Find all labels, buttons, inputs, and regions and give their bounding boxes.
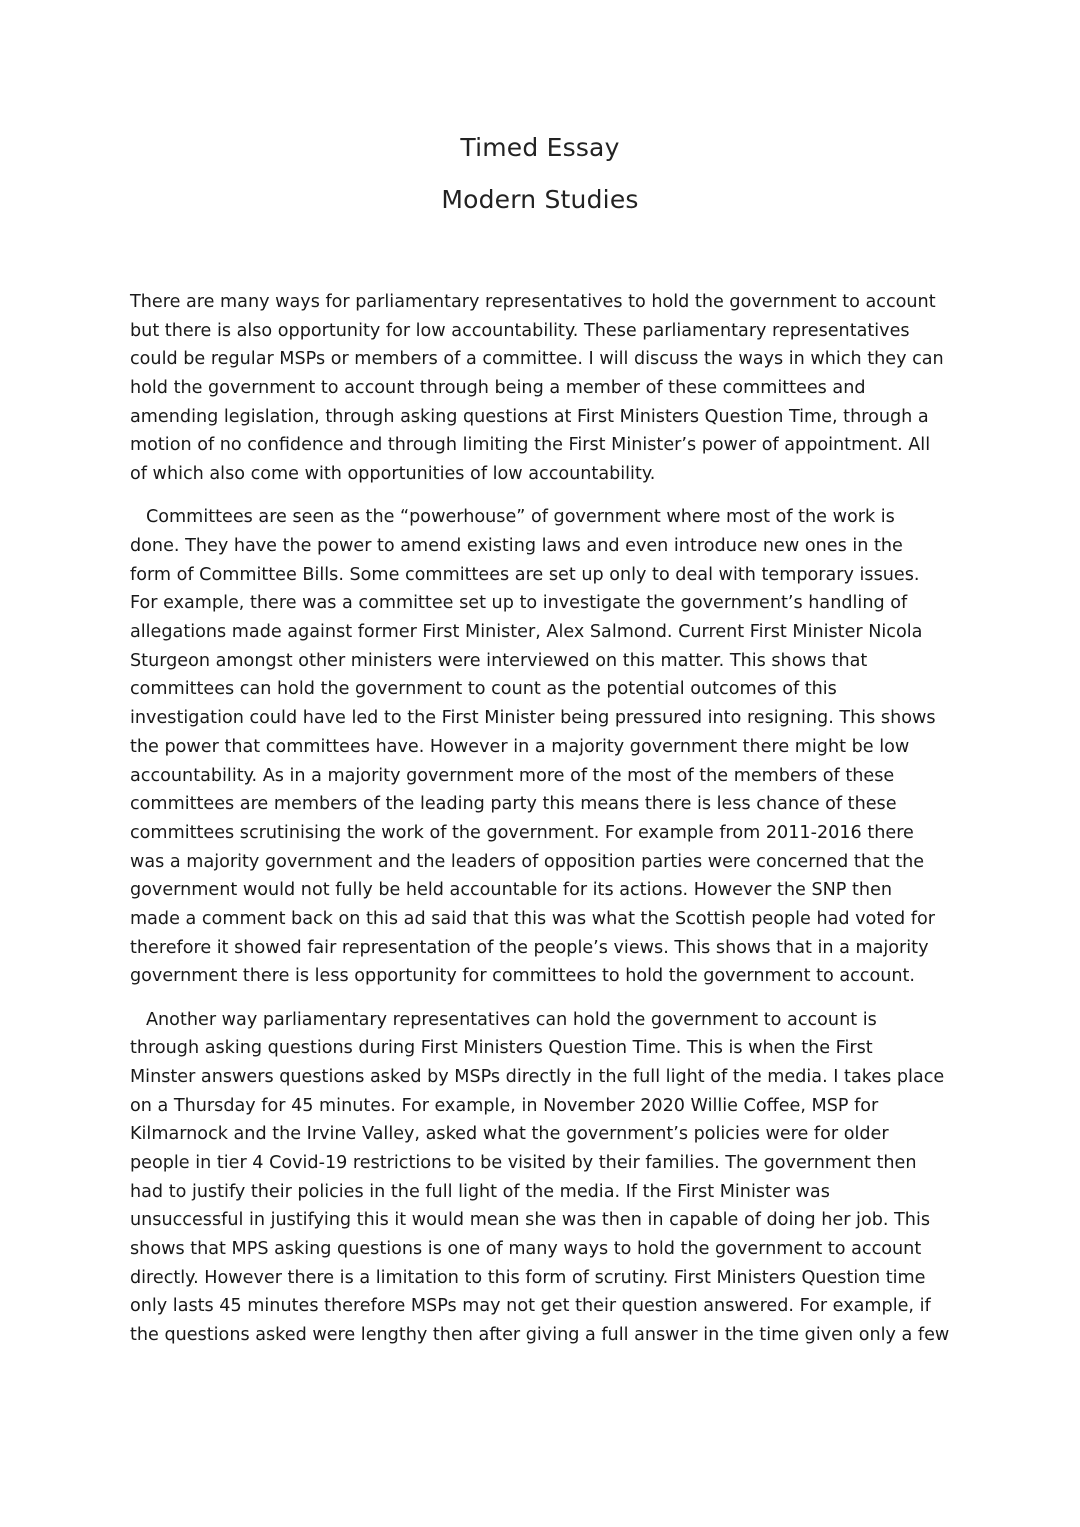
text-line: investigation could have led to the First Minister being pressured into resigning. This shows xyxy=(130,708,936,729)
text-line: was a majority government and the leaders of opposition parties were concerned that the xyxy=(130,851,925,872)
text-line: committees scrutinising the work of the government. For example from 2011-2016 there xyxy=(130,822,914,843)
text-line: the power that committees have. However in a majority government there might be low xyxy=(130,736,910,757)
text-line: government would not fully be held accountable for its actions. However the SNP then xyxy=(130,880,893,901)
text-line: There are many ways for parliamentary representatives to hold the government to account xyxy=(130,292,936,312)
text-line: could be regular MSPs or members of a committee. I will discuss the ways in which they can xyxy=(130,349,944,370)
text-line: only lasts 45 minutes therefore MSPs may not get their question answered. For example, if xyxy=(130,1296,931,1317)
text-line: the questions asked were lengthy then after giving a full answer in the time given only a few xyxy=(130,1325,950,1346)
text-line: done. They have the power to amend existing laws and even introduce new ones in the xyxy=(130,536,903,556)
text-line: accountability. As in a majority government more of the most of the members of these xyxy=(130,765,895,786)
paragraph-committees xyxy=(130,503,950,991)
text-line: people in tier 4 Covid-19 restrictions to be visited by their families. The government then xyxy=(130,1152,917,1173)
text-line: Sturgeon amongst other ministers were interviewed on this matter. This shows that xyxy=(130,650,868,671)
text-line: motion of no confidence and through limiting the First Minister’s power of appointment. All xyxy=(130,435,931,456)
text-line: of which also come with opportunities of low accountability. xyxy=(130,464,656,485)
text-line: Minster answers questions asked by MSPs directly in the full light of the media. I takes place xyxy=(130,1066,945,1087)
text-line: committees are members of the leading party this means there is less chance of these xyxy=(130,794,897,815)
text-line: on a Thursday for 45 minutes. For example, in November 2020 Willie Coffee, MSP for xyxy=(130,1095,879,1116)
text-line: shows that MPS asking questions is one of many ways to hold the government to account xyxy=(130,1239,922,1259)
text-line: allegations made against former First Minister, Alex Salmond. Current First Minister Nicola xyxy=(130,622,923,643)
text-line: government there is less opportunity for committees to hold the government to account. xyxy=(130,966,916,987)
text-line: Another way parliamentary representatives can hold the government to account is xyxy=(146,1009,877,1030)
text-line: committees can hold the government to count as the potential outcomes of this xyxy=(130,679,837,700)
text-line: therefore it showed fair representation of the people’s views. This shows that in a majority xyxy=(130,937,929,958)
text-line: directly. However there is a limitation to this form of scrutiny. First Ministers Question time xyxy=(130,1267,926,1288)
text-line: but there is also opportunity for low accountability. These parliamentary representatives xyxy=(130,320,910,341)
text-line: For example, there was a committee set up to investigate the government’s handling of xyxy=(130,593,908,614)
essay-body xyxy=(130,288,950,1364)
text-line: form of Committee Bills. Some committees are set up only to deal with temporary issues. xyxy=(130,564,920,585)
document-title: Timed Essay xyxy=(460,133,620,162)
text-line: Committees are seen as the “powerhouse” of government where most of the work is xyxy=(146,507,895,528)
text-line: through asking questions during First Ministers Question Time. This is when the First xyxy=(130,1038,873,1059)
text-line: hold the government to account through being a member of these committees and xyxy=(130,378,866,399)
paragraph-intro xyxy=(130,288,950,489)
text-line: had to justify their policies in the full light of the media. If the First Minister was xyxy=(130,1181,830,1202)
document-subtitle: Modern Studies xyxy=(441,185,639,214)
text-line: amending legislation, through asking questions at First Ministers Question Time, through a xyxy=(130,406,929,427)
text-line: unsuccessful in justifying this it would mean she was then in capable of doing her job. This xyxy=(130,1210,931,1231)
text-line: made a comment back on this ad said that this was what the Scottish people had voted for xyxy=(130,908,935,929)
text-line: Kilmarnock and the Irvine Valley, asked what the government’s policies were for older xyxy=(130,1124,889,1145)
paragraph-fmqs xyxy=(130,1006,950,1350)
